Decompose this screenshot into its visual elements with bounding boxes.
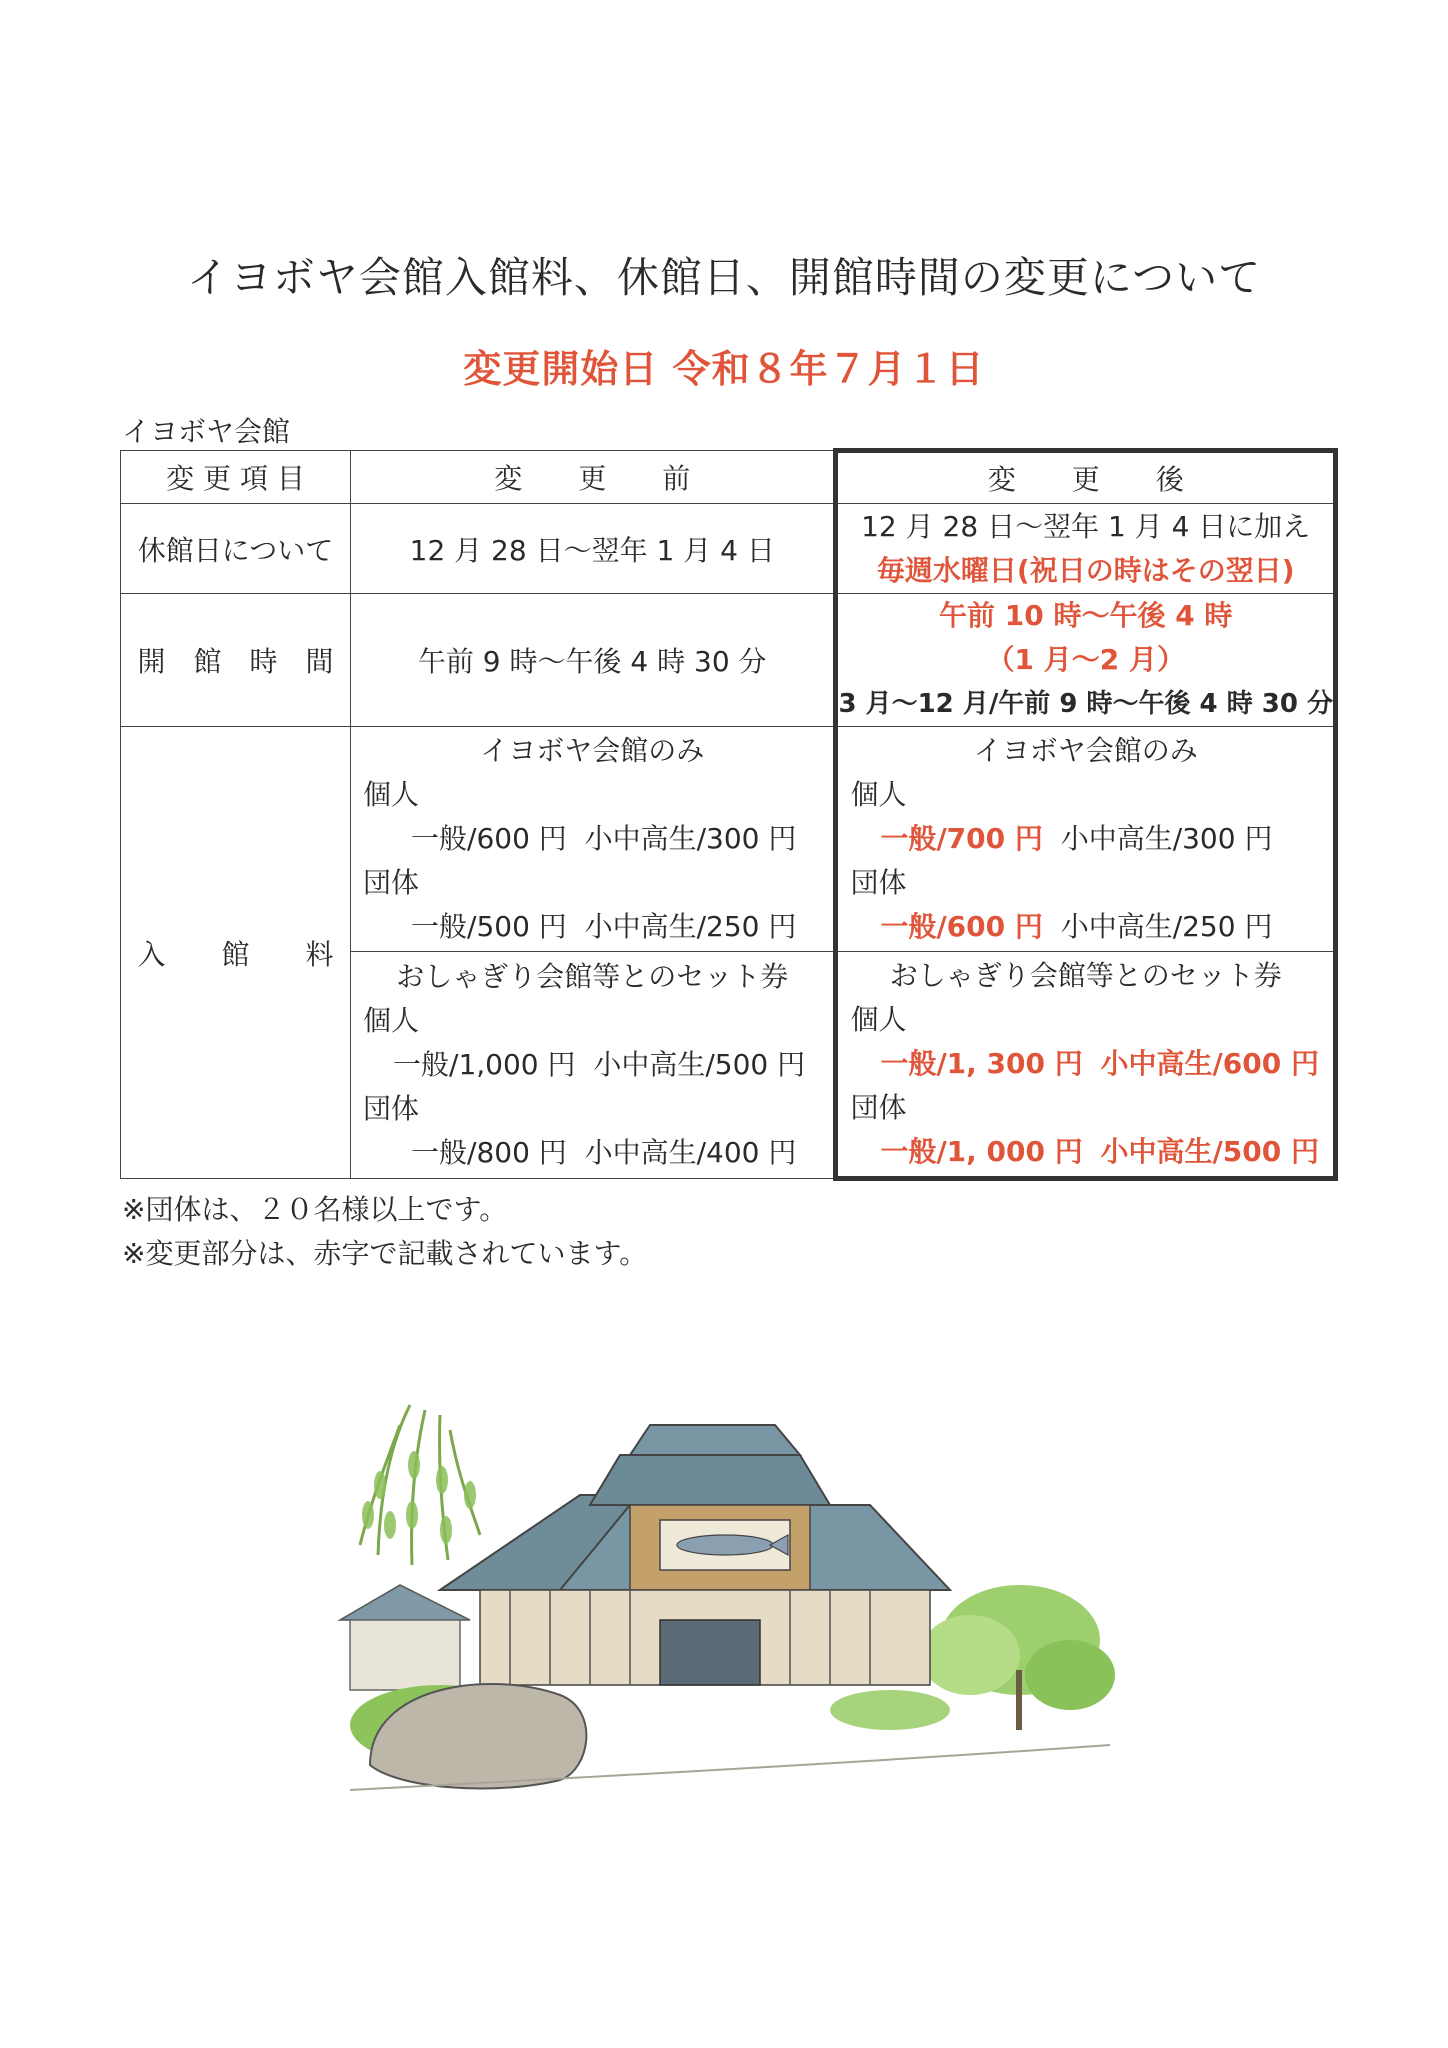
fee-after-a-group: 団体 bbox=[850, 866, 907, 899]
table-caption: イヨボヤ会館 bbox=[122, 415, 291, 448]
row-closed-days bbox=[121, 504, 1336, 594]
fee-before-b-grp-general: 一般/800 円 bbox=[411, 1136, 567, 1169]
fee-before-b-ind-general: 一般/1,000 円 bbox=[393, 1048, 576, 1081]
fee-before-b-individual: 個人 bbox=[363, 1004, 420, 1037]
note-red-text: ※変更部分は、赤字で記載されています。 bbox=[122, 1237, 648, 1270]
closed-after-line1: 12 月 28 日～翌年 1 月 4 日に加え bbox=[861, 509, 1311, 543]
main-building bbox=[440, 1425, 950, 1685]
hours-label: 開 館 時 間 bbox=[121, 594, 351, 727]
row-fee-a bbox=[121, 727, 1336, 952]
fee-before-a-ind-prices bbox=[363, 817, 821, 861]
hours-after-line2: （1 月～2 月） bbox=[986, 643, 1185, 676]
page-title: イヨボヤ会館入館料、休館日、開館時間の変更について bbox=[186, 253, 1262, 302]
fee-before-a-ind-student: 小中高生/300 円 bbox=[584, 822, 797, 855]
hours-before: 午前 9 時～午後 4 時 30 分 bbox=[351, 594, 836, 727]
closed-before: 12 月 28 日～翌年 1 月 4 日 bbox=[351, 504, 836, 594]
header-after: 変 更 後 bbox=[836, 451, 1336, 504]
fee-before-a-grp-prices bbox=[363, 905, 821, 949]
fee-after-a-ind-student: 小中高生/300 円 bbox=[1060, 822, 1273, 855]
fee-after-b-heading: おしゃぎり会館等とのセット券 bbox=[889, 959, 1282, 992]
fee-before-a-ind-general: 一般/600 円 bbox=[411, 822, 567, 855]
fee-before-a-grp-student: 小中高生/250 円 bbox=[584, 910, 797, 943]
fee-after-a-individual: 個人 bbox=[850, 778, 907, 811]
fee-after-a-grp-general: 一般/600 円 bbox=[880, 910, 1043, 943]
header-row bbox=[121, 451, 1336, 504]
fee-before-b-group: 団体 bbox=[363, 1092, 420, 1125]
change-table bbox=[120, 448, 1338, 1181]
fee-after-b-ind-general: 一般/1, 300 円 bbox=[880, 1047, 1083, 1080]
note-group: ※団体は、２０名様以上です。 bbox=[122, 1193, 508, 1226]
row-hours bbox=[121, 594, 1336, 727]
hours-after bbox=[836, 594, 1336, 727]
fee-after-b-grp-student: 小中高生/500 円 bbox=[1100, 1135, 1319, 1168]
closed-label: 休館日について bbox=[121, 504, 351, 594]
fee-before-a bbox=[351, 727, 836, 952]
fee-after-a-ind-prices bbox=[850, 817, 1321, 861]
fee-before-a-individual: 個人 bbox=[363, 778, 420, 811]
fee-before-b-grp-prices bbox=[363, 1131, 821, 1175]
museum-illustration bbox=[330, 1385, 1130, 1825]
fee-after-b-grp-prices bbox=[850, 1130, 1321, 1174]
header-item: 変 更 項 目 bbox=[121, 451, 351, 504]
fee-before-b-ind-prices bbox=[363, 1043, 821, 1087]
hours-after-line1: 午前 10 時～午後 4 時 bbox=[938, 599, 1233, 632]
fee-before-a-grp-general: 一般/500 円 bbox=[411, 910, 567, 943]
fee-after-b-grp-general: 一般/1, 000 円 bbox=[880, 1135, 1083, 1168]
fee-after-b-group: 団体 bbox=[850, 1091, 907, 1124]
fee-after-b-individual: 個人 bbox=[850, 1003, 907, 1036]
fee-before-b-ind-student: 小中高生/500 円 bbox=[593, 1048, 806, 1081]
change-start-date: 変更開始日 令和８年７月１日 bbox=[463, 347, 985, 391]
left-small-house bbox=[340, 1585, 470, 1690]
fee-after-b-ind-prices bbox=[850, 1042, 1321, 1086]
header-before: 変 更 前 bbox=[351, 451, 836, 504]
fee-label: 入 館 料 bbox=[121, 727, 351, 1179]
fee-after-a-grp-student: 小中高生/250 円 bbox=[1060, 910, 1273, 943]
fee-after-a-ind-general: 一般/700 円 bbox=[880, 822, 1043, 855]
fee-after-b bbox=[836, 952, 1336, 1179]
closed-after bbox=[836, 504, 1336, 594]
fee-after-b-ind-student: 小中高生/600 円 bbox=[1100, 1047, 1319, 1080]
closed-after-line2: 毎週水曜日(祝日の時はその翌日) bbox=[876, 553, 1295, 587]
fee-after-a-heading: イヨボヤ会館のみ bbox=[973, 734, 1198, 767]
fee-before-a-group: 団体 bbox=[363, 866, 420, 899]
fee-before-a-heading: イヨボヤ会館のみ bbox=[480, 734, 705, 767]
fee-before-b-grp-student: 小中高生/400 円 bbox=[584, 1136, 797, 1169]
fee-before-b-heading: おしゃぎり会館等とのセット券 bbox=[396, 960, 789, 993]
hours-after-line3: 3 月～12 月/午前 9 時～午後 4 時 30 分 bbox=[838, 689, 1333, 719]
fee-after-a-grp-prices bbox=[850, 905, 1321, 949]
fee-after-a bbox=[836, 727, 1336, 952]
fee-before-b bbox=[351, 952, 836, 1179]
